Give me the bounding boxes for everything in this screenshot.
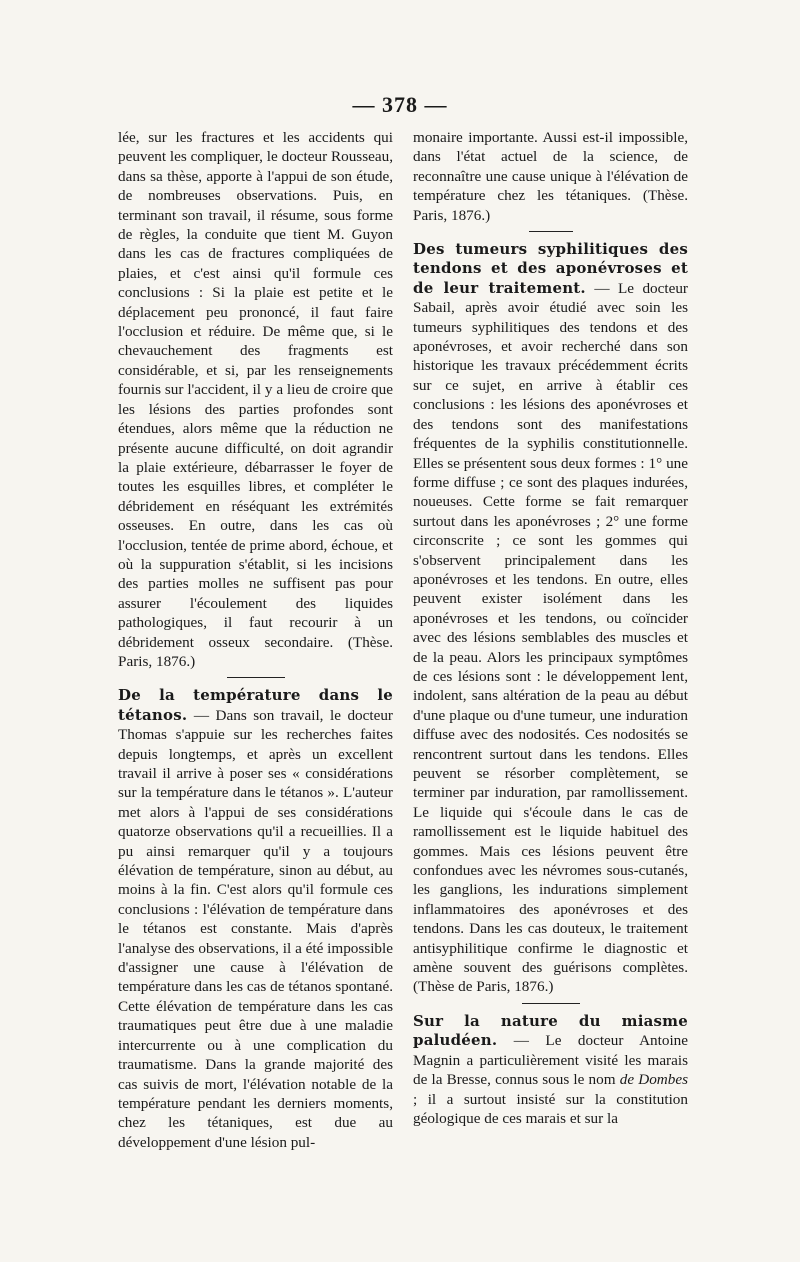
section-divider bbox=[529, 231, 573, 232]
article-tumeurs bbox=[413, 240, 688, 997]
article-tetanos-text: — Dans son travail, le docteur Thomas s'appuie sur les recherches faites depuis longtemps, et après un excellent travail il arrive à poser ses « considérations sur la température dans le tétanos ». L'auteur met alors à l'appui de ses considérations quatorze observations qu'il a recueillies. Il a pu ainsi remarquer qu'il y a toujours élévation de température, sinon au début, au moins à la fin. C'est alors qu'il formule ces conclusions : l'élévation de température dans le tétanos est constante. Mais d'après l'analyse des observations, il a été impossible d'assigner une cause à l'élévation de température dans les cas de tétanos spontané. Cette élévation de température dans les cas traumatiques peut être due à une maladie intercurrente ou à une complication du traumatisme. Dans la grande majorité des cas suivis de mort, l'élévation notable de la température pendant les derniers moments, chez les tétaniques, est due au développement d'une lésion pul- bbox=[118, 706, 393, 1151]
continued-paragraph-right: monaire importante. Aussi est-il impossible, dans l'état actuel de la science, de reconnaître une cause unique à l'élévation de température chez les tétaniques. (Thèse. Paris, 1876.) bbox=[413, 129, 688, 224]
section-divider bbox=[227, 677, 285, 678]
continued-paragraph: lée, sur les fractures et les accidents qui peuvent les compliquer, le docteur Rousseau, dans sa thèse, apporte à l'appui de son étude, de nombreuses observations. Puis, en terminant son travail, il résume, sous forme de règles, la conduite que tient M. Guyon dans les cas de fractures compliquées de plaies, et c'est ainsi qu'il formule ces conclusions : Si la plaie est petite et le déplacement peu prononcé, il faut faire l'occlusion et réduire. De même que, si le chevauchement des fragments est considérable, et si, par les renseignements fournis sur l'accident, il y a lieu de croire que les lésions des parties profondes sont étendues, alors même que la réduction ne présente aucune difficulté, on doit agrandir la plaie extérieure, débarrasser le foyer de toutes les esquilles libres, et compléter le débridement en réséquant les extrémités osseuses. En outre, dans les cas où l'occlusion, tentée de prime abord, échoue, et où la suppuration s'établit, si les incisions des parties molles ne suffisent pas pour assurer l'écoulement des liquides pathologiques, il faut recourir à un débridement osseux secondaire. (Thèse. Paris, 1876.) bbox=[118, 129, 393, 670]
section-divider bbox=[522, 1003, 580, 1004]
left-column bbox=[118, 128, 393, 1152]
article-miasme-italic: de Dombes bbox=[619, 1071, 689, 1089]
page-number: — 378 — bbox=[352, 92, 448, 117]
article-tumeurs-text: — Le docteur Sabail, après avoir étudié avec soin les tumeurs syphilitiques des tendons et des aponévroses, et avoir recherché dans son historique les travaux précédemment écrits sur ce sujet, en arrive à établir ces conclusions : les lésions des aponévroses et des tendons sont des manifestations fréquentes de la syphilis constitutionnelle. Elles se présentent sous deux formes : 1° une forme diffuse ; ce sont des plaques indurées, noueuses. Cette forme se fait remarquer surtout dans les aponévroses ; 2° une forme circonscrite ; ce sont les gommes qui s'observent principalement dans les aponévroses et les tendons. En outre, elles peuvent exister isolément dans les aponévroses et les tendons, ou coïncider avec des lésions semblables des muscles et de la peau. Alors les principaux symptômes de ces lésions sont : le développement lent, indolent, sans altération de la peau au début d'une plaque ou d'une tumeur, une induration diffuse avec des nodosités. Ces nodosités se rencontrent surtout dans les tendons. Elles peuvent se résorber complètement, se terminer par induration, par ramollissement. Le liquide qui s'écoule dans le cas de ramollissement est le liquide habituel des gommes. Mais ces lésions peuvent être confondues avec les névromes sous-cutanés, les ganglions, les indurations simplement inflammatoires des aponévroses et des tendons. Dans les cas douteux, le traitement antisyphilitique confirme le diagnostic et amène souvent des guérisons complètes. (Thèse de Paris, 1876.) bbox=[413, 279, 688, 996]
article-miasme-text-b: ; il a surtout insisté sur la constitution géologique de ces marais et sur la bbox=[413, 1090, 688, 1127]
section-title-tetanos: De la température dans le tétanos. bbox=[118, 686, 393, 724]
article-miasme-text-a: — Le docteur Antoine Magnin a particulièrement visité les marais de la Bresse, connus sous le nom bbox=[413, 1032, 688, 1089]
section-title-tumeurs: Des tumeurs syphilitiques des tendons et des aponévroses et de leur traitement. bbox=[413, 240, 688, 297]
right-column bbox=[413, 128, 688, 1128]
article-miasme bbox=[413, 1012, 688, 1128]
section-title-miasme: Sur la nature du miasme paludéen. bbox=[413, 1011, 688, 1050]
article-tetanos bbox=[118, 686, 393, 1152]
